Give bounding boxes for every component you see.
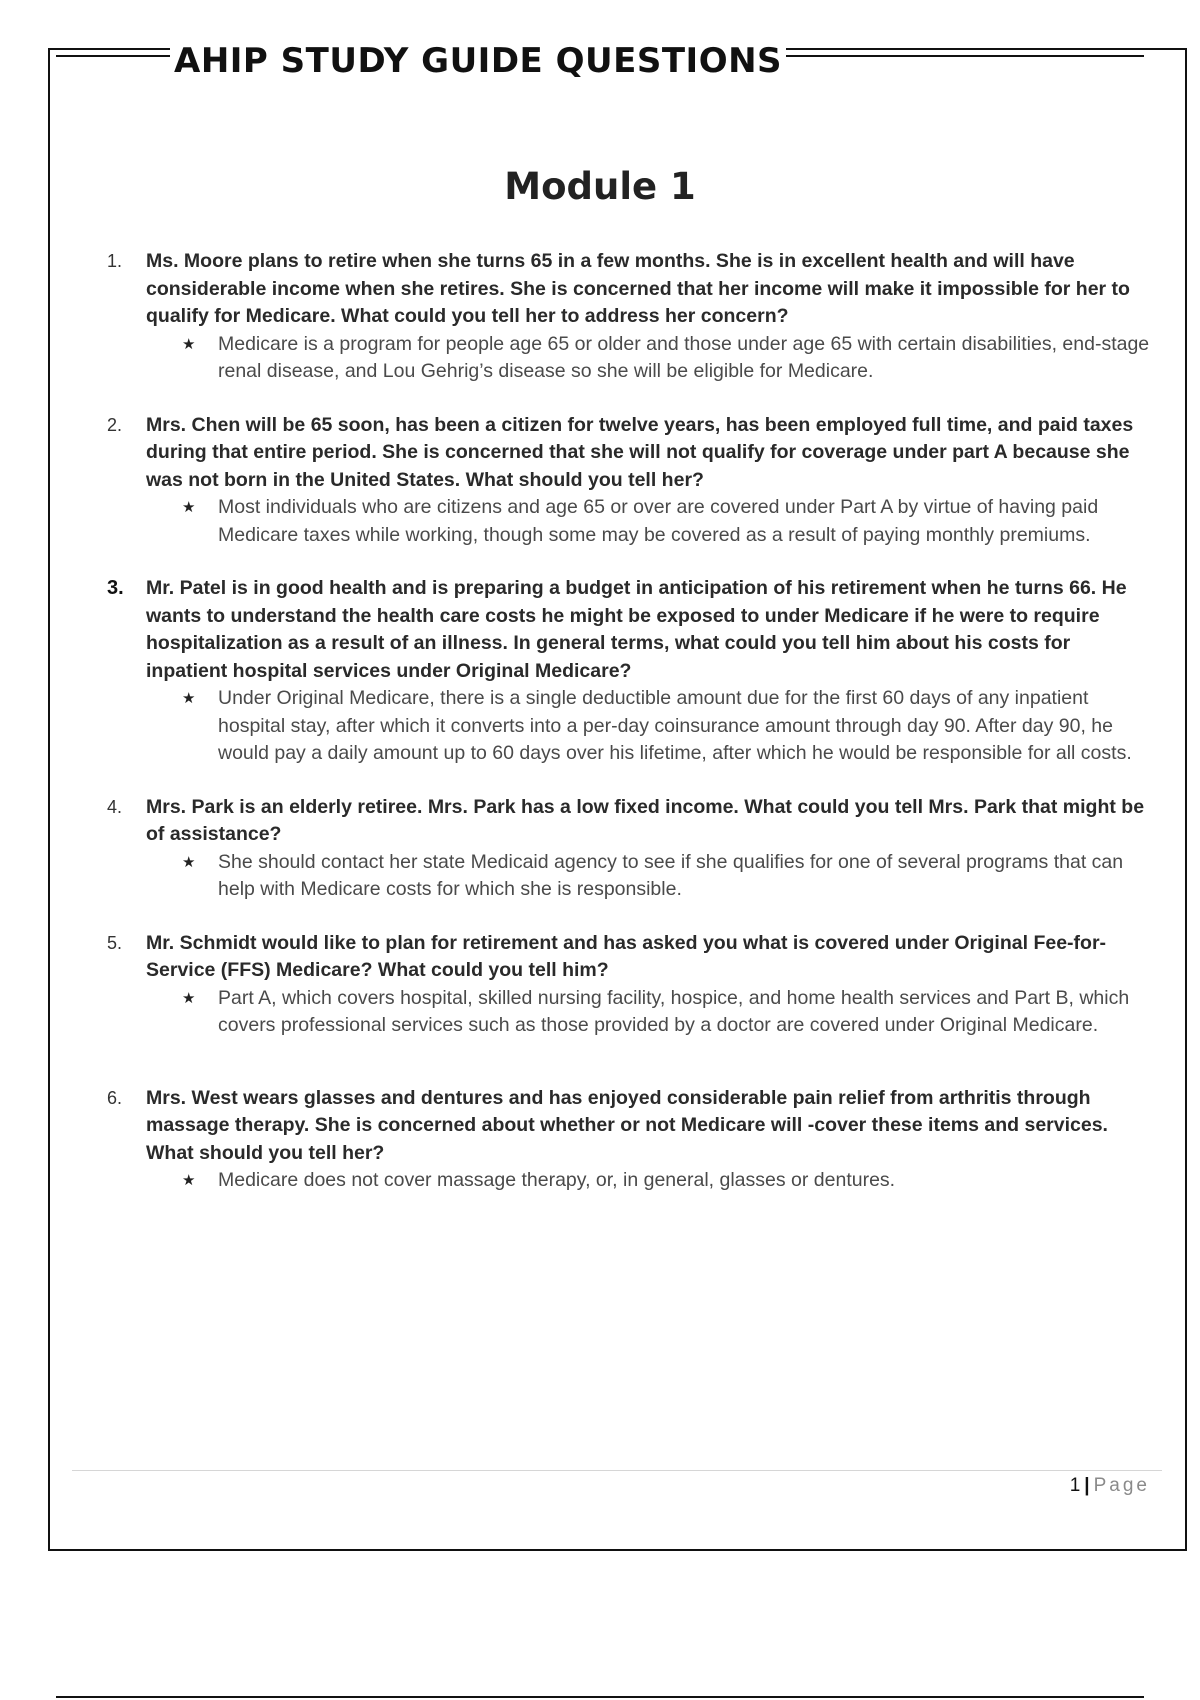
question-text: Mrs. West wears glasses and dentures and has enjoyed considerable pain relief from arthritis through massage therapy. She is concerned about whether or not Medicare will -cover these items and services. What should you tell her? xyxy=(146,1086,1108,1164)
question-text: Mr. Schmidt would like to plan for retirement and has asked you what is covered under Original Fee-for-Service (FFS) Medicare? What could you tell him? xyxy=(146,931,1107,981)
star-icon: ★ xyxy=(182,499,196,516)
question-number: 1. xyxy=(107,251,123,271)
answer-item xyxy=(182,494,1158,549)
answer-item xyxy=(182,685,1158,768)
page-number-footer xyxy=(1070,1474,1150,1498)
question-text: Mr. Patel is in good health and is preparing a budget in anticipation of his retirement when he turns 66. He wants to understand the health care costs he might be exposed to under Medicare if he were to require hospitalization as a result of an illness. In general terms, what could you tell him about his costs for inpatient hospital services under Original Medicare? xyxy=(146,577,1127,682)
answer-text: Most individuals who are citizens and age 65 or over are covered under Part A by virtue of having paid Medicare taxes while working, though some may be covered as a result of paying monthly premiums. xyxy=(218,496,1099,546)
question-item xyxy=(0,248,1200,386)
question-number: 3. xyxy=(107,577,124,599)
page-label: Page xyxy=(1093,1475,1150,1496)
bottom-rule xyxy=(56,1696,1144,1698)
question-text: Ms. Moore plans to retire when she turns 65 in a few months. She is in excellent health and will have considerable income when she retires. She is concerned that her income will make it impossible for her to qualify for Medicare. What could you tell her to address her concern? xyxy=(146,250,1130,327)
question-item xyxy=(0,794,1200,904)
question-text: Mrs. Park is an elderly retiree. Mrs. Park has a low fixed income. What could you tell Mrs. Park that might be of assistance? xyxy=(146,795,1145,845)
answer-text: Medicare is a program for people age 65 or older and those under age 65 with certain disabilities, end-stage renal disease, and Lou Gehrig’s disease so she will be eligible for Medicare. xyxy=(218,332,1150,382)
answer-item xyxy=(182,331,1158,386)
question-item xyxy=(0,930,1200,1040)
answer-text: Under Original Medicare, there is a single deductible amount due for the first 60 days of any inpatient hospital stay, after which it converts into a per-day coinsurance amount through day 90. After day 90, he would pay a daily amount up to 60 days over his lifetime, after which he would be responsible for all costs. xyxy=(218,687,1132,764)
question-list xyxy=(0,248,1200,1195)
star-icon: ★ xyxy=(182,1172,196,1189)
star-icon: ★ xyxy=(182,335,196,353)
answer-text: Part A, which covers hospital, skilled nursing facility, hospice, and home health services and Part B, which covers professional services such as those provided by a doctor are covered under Original Medicare. xyxy=(218,986,1130,1036)
star-icon: ★ xyxy=(182,853,196,871)
question-item xyxy=(0,412,1200,550)
answer-item xyxy=(182,849,1158,904)
star-icon: ★ xyxy=(182,690,196,707)
page-number-separator: | xyxy=(1084,1475,1090,1496)
answer-item xyxy=(182,985,1158,1040)
star-icon: ★ xyxy=(182,989,196,1007)
document-title: AHIP STUDY GUIDE QUESTIONS xyxy=(170,44,786,78)
answer-text: She should contact her state Medicaid agency to see if she qualifies for one of several programs that can help with Medicare costs for which she is responsible. xyxy=(218,850,1124,900)
footer-rule xyxy=(72,1470,1162,1471)
module-heading: Module 1 xyxy=(504,165,696,208)
question-item xyxy=(0,1085,1200,1195)
answer-item xyxy=(182,1167,1158,1195)
page-number: 1 xyxy=(1069,1475,1081,1496)
question-number: 5. xyxy=(107,932,123,953)
question-number: 2. xyxy=(107,414,123,435)
question-text: Mrs. Chen will be 65 soon, has been a citizen for twelve years, has been employed full time, and paid taxes during that entire period. She is concerned that she will not qualify for coverage under part A because she was not born in the United States. What should you tell her? xyxy=(146,413,1134,491)
question-item xyxy=(0,575,1200,768)
answer-text: Medicare does not cover massage therapy, or, in general, glasses or dentures. xyxy=(218,1169,896,1191)
question-number: 4. xyxy=(107,796,123,817)
question-number: 6. xyxy=(107,1087,123,1108)
